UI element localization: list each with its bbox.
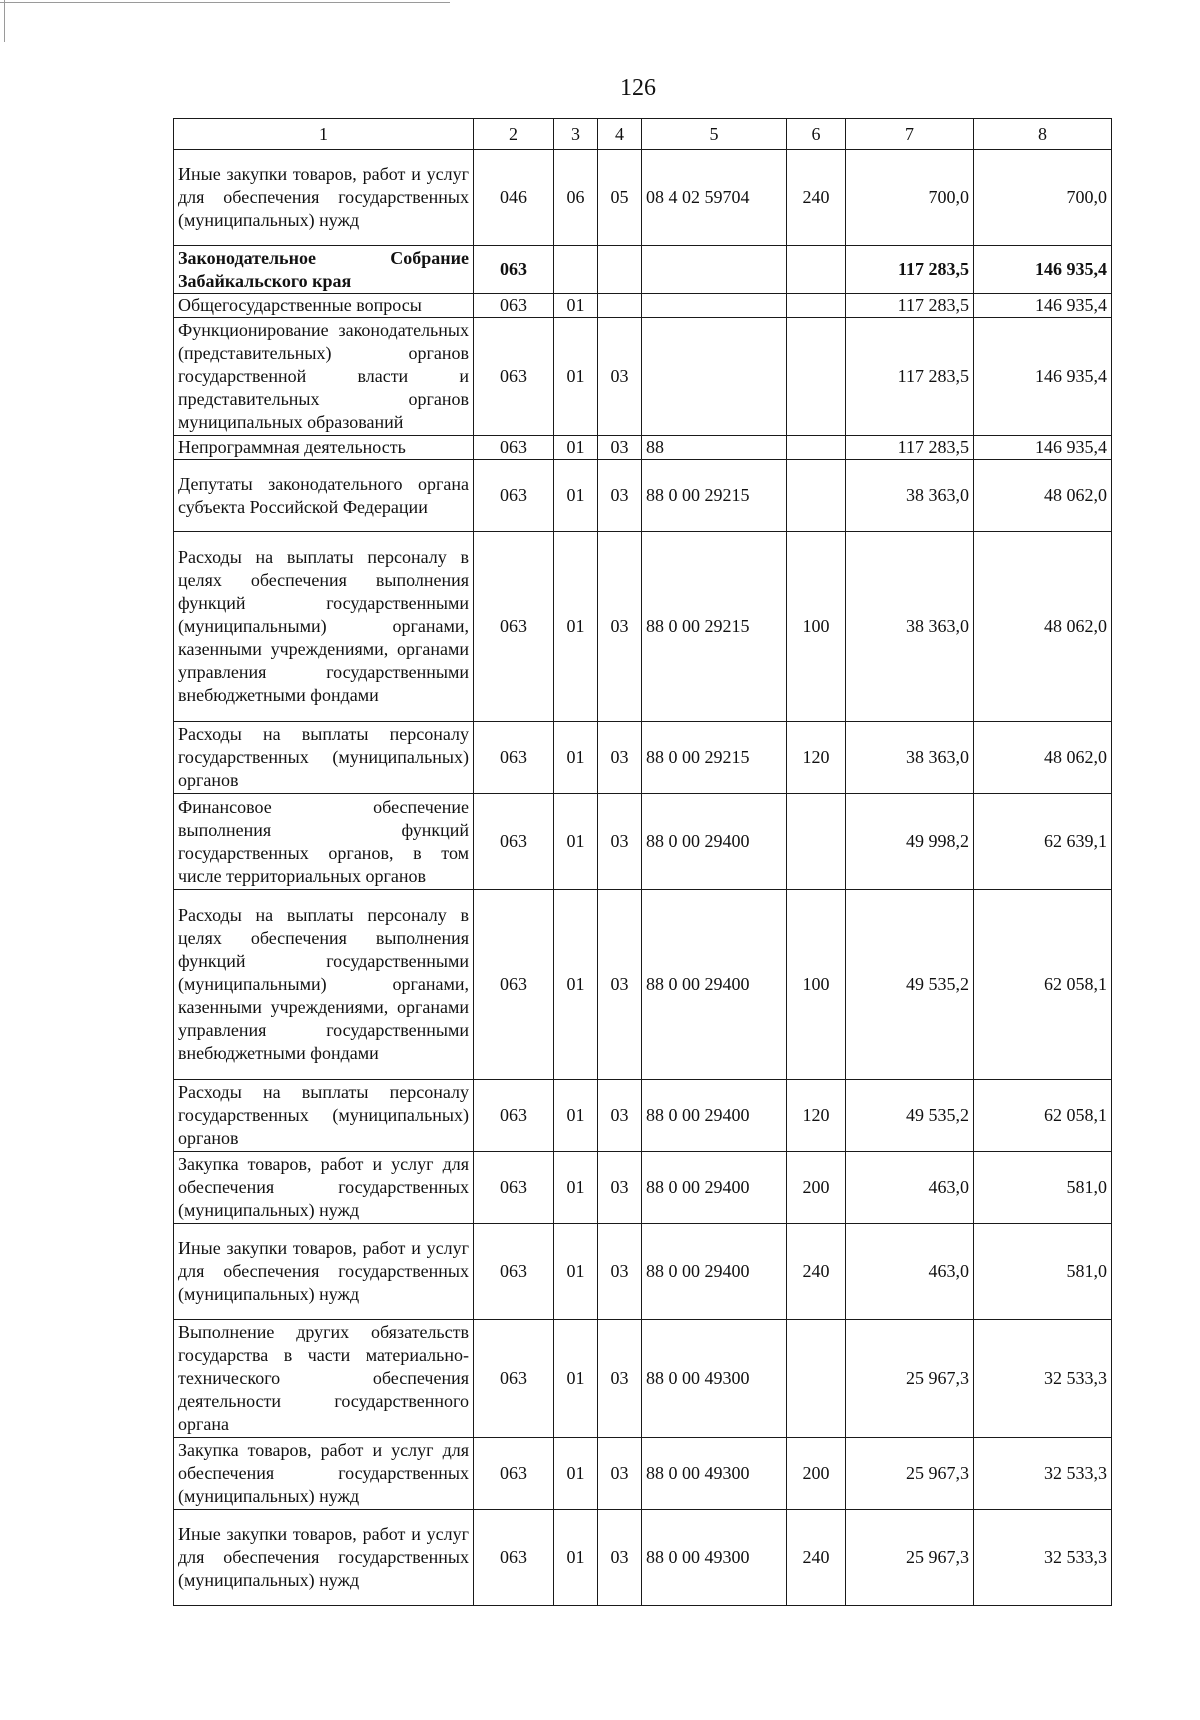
table-row — [174, 1224, 1112, 1320]
row-name: Функционирование законодательных (представительных) органов государственной власти и представительных органов муниципальных образований — [174, 318, 474, 436]
row-pr: 05 — [598, 150, 642, 246]
row-csr: 88 0 00 29215 — [642, 722, 787, 794]
row-name: Расходы на выплаты персоналу государственных (муниципальных) органов — [174, 722, 474, 794]
row-pr: 03 — [598, 532, 642, 722]
row-value-8: 146 935,4 — [974, 294, 1112, 318]
row-name: Непрограммная деятельность — [174, 436, 474, 460]
row-ved: 046 — [474, 150, 554, 246]
row-name: Иные закупки товаров, работ и услуг для обеспечения государственных (муниципальных) нужд — [174, 1510, 474, 1606]
row-csr: 88 0 00 49300 — [642, 1510, 787, 1606]
row-value-8: 581,0 — [974, 1152, 1112, 1224]
row-pr: 03 — [598, 460, 642, 532]
row-ved: 063 — [474, 890, 554, 1080]
row-pr: 03 — [598, 1152, 642, 1224]
row-csr: 88 0 00 29400 — [642, 1080, 787, 1152]
row-rz: 01 — [554, 318, 598, 436]
row-rz — [554, 246, 598, 294]
row-value-8: 32 533,3 — [974, 1510, 1112, 1606]
table-row — [174, 722, 1112, 794]
table-row — [174, 460, 1112, 532]
row-rz: 01 — [554, 436, 598, 460]
row-vr: 120 — [787, 1080, 846, 1152]
row-name: Общегосударственные вопросы — [174, 294, 474, 318]
row-pr: 03 — [598, 1224, 642, 1320]
row-value-7: 117 283,5 — [846, 318, 974, 436]
col-header-5: 5 — [642, 119, 787, 150]
row-name: Закупка товаров, работ и услуг для обеспечения государственных (муниципальных) нужд — [174, 1438, 474, 1510]
row-value-7: 700,0 — [846, 150, 974, 246]
scan-edge-left — [4, 0, 5, 42]
row-vr: 200 — [787, 1152, 846, 1224]
row-value-7: 38 363,0 — [846, 532, 974, 722]
row-value-8: 62 058,1 — [974, 1080, 1112, 1152]
row-vr: 240 — [787, 1224, 846, 1320]
row-vr — [787, 294, 846, 318]
row-value-7: 25 967,3 — [846, 1320, 974, 1438]
row-rz: 01 — [554, 532, 598, 722]
row-value-8: 700,0 — [974, 150, 1112, 246]
row-ved: 063 — [474, 1438, 554, 1510]
row-ved: 063 — [474, 1080, 554, 1152]
table-row — [174, 1080, 1112, 1152]
row-rz: 01 — [554, 1224, 598, 1320]
table-row — [174, 1438, 1112, 1510]
row-value-7: 463,0 — [846, 1224, 974, 1320]
row-value-8: 146 935,4 — [974, 318, 1112, 436]
row-name: Расходы на выплаты персоналу государственных (муниципальных) органов — [174, 1080, 474, 1152]
row-csr — [642, 246, 787, 294]
table-row — [174, 246, 1112, 294]
row-name: Депутаты законодательного органа субъекта Российской Федерации — [174, 460, 474, 532]
table-row — [174, 150, 1112, 246]
row-csr: 88 0 00 29400 — [642, 1224, 787, 1320]
row-vr — [787, 246, 846, 294]
row-name: Закупка товаров, работ и услуг для обеспечения государственных (муниципальных) нужд — [174, 1152, 474, 1224]
row-pr: 03 — [598, 890, 642, 1080]
row-value-8: 146 935,4 — [974, 246, 1112, 294]
row-name: Выполнение других обязательств государства в части материально-технического обеспечения деятельности государственного органа — [174, 1320, 474, 1438]
row-csr — [642, 318, 787, 436]
row-ved: 063 — [474, 294, 554, 318]
row-rz: 01 — [554, 1152, 598, 1224]
row-value-8: 32 533,3 — [974, 1320, 1112, 1438]
row-name: Расходы на выплаты персоналу в целях обеспечения выполнения функций государственными (муниципальными) органами, казенными учреждениями, органами управления государственными внебюджетными фондами — [174, 890, 474, 1080]
row-pr: 03 — [598, 1438, 642, 1510]
row-value-8: 48 062,0 — [974, 722, 1112, 794]
col-header-4: 4 — [598, 119, 642, 150]
row-ved: 063 — [474, 722, 554, 794]
table-row — [174, 890, 1112, 1080]
row-vr: 100 — [787, 532, 846, 722]
row-vr: 240 — [787, 1510, 846, 1606]
row-ved: 063 — [474, 532, 554, 722]
row-value-7: 49 535,2 — [846, 890, 974, 1080]
row-csr: 88 0 00 29215 — [642, 532, 787, 722]
row-value-7: 49 535,2 — [846, 1080, 974, 1152]
row-csr: 88 0 00 29400 — [642, 890, 787, 1080]
row-vr — [787, 794, 846, 890]
row-value-8: 48 062,0 — [974, 532, 1112, 722]
row-rz: 01 — [554, 1510, 598, 1606]
row-value-7: 38 363,0 — [846, 722, 974, 794]
row-value-7: 117 283,5 — [846, 294, 974, 318]
row-ved: 063 — [474, 436, 554, 460]
row-rz: 01 — [554, 1320, 598, 1438]
row-rz: 01 — [554, 1438, 598, 1510]
row-csr: 88 0 00 29400 — [642, 794, 787, 890]
row-ved: 063 — [474, 246, 554, 294]
row-value-7: 25 967,3 — [846, 1438, 974, 1510]
row-value-7: 117 283,5 — [846, 436, 974, 460]
col-header-6: 6 — [787, 119, 846, 150]
col-header-1: 1 — [174, 119, 474, 150]
row-name: Иные закупки товаров, работ и услуг для обеспечения государственных (муниципальных) нужд — [174, 150, 474, 246]
row-name: Финансовое обеспечение выполнения функций государственных органов, в том числе территориальных органов — [174, 794, 474, 890]
col-header-3: 3 — [554, 119, 598, 150]
row-csr: 88 0 00 49300 — [642, 1438, 787, 1510]
budget-table — [173, 118, 1112, 1606]
col-header-2: 2 — [474, 119, 554, 150]
table-row — [174, 436, 1112, 460]
row-ved: 063 — [474, 1224, 554, 1320]
row-csr: 88 0 00 29215 — [642, 460, 787, 532]
row-vr — [787, 460, 846, 532]
row-csr: 88 0 00 29400 — [642, 1152, 787, 1224]
row-value-8: 48 062,0 — [974, 460, 1112, 532]
row-pr: 03 — [598, 318, 642, 436]
row-rz: 01 — [554, 722, 598, 794]
row-value-7: 463,0 — [846, 1152, 974, 1224]
row-rz: 01 — [554, 294, 598, 318]
row-vr — [787, 318, 846, 436]
row-ved: 063 — [474, 794, 554, 890]
row-rz: 06 — [554, 150, 598, 246]
table-row — [174, 532, 1112, 722]
row-vr — [787, 1320, 846, 1438]
table-row — [174, 1510, 1112, 1606]
row-value-7: 25 967,3 — [846, 1510, 974, 1606]
header-row — [174, 119, 1112, 150]
row-rz: 01 — [554, 890, 598, 1080]
row-pr — [598, 246, 642, 294]
row-pr — [598, 294, 642, 318]
row-csr — [642, 294, 787, 318]
row-rz: 01 — [554, 1080, 598, 1152]
row-ved: 063 — [474, 460, 554, 532]
row-ved: 063 — [474, 318, 554, 436]
row-rz: 01 — [554, 794, 598, 890]
col-header-8: 8 — [974, 119, 1112, 150]
row-csr: 88 0 00 49300 — [642, 1320, 787, 1438]
row-csr: 08 4 02 59704 — [642, 150, 787, 246]
row-pr: 03 — [598, 436, 642, 460]
row-pr: 03 — [598, 1080, 642, 1152]
row-csr: 88 — [642, 436, 787, 460]
table-row — [174, 318, 1112, 436]
row-value-7: 117 283,5 — [846, 246, 974, 294]
row-pr: 03 — [598, 1510, 642, 1606]
row-pr: 03 — [598, 794, 642, 890]
row-vr — [787, 436, 846, 460]
row-ved: 063 — [474, 1152, 554, 1224]
col-header-7: 7 — [846, 119, 974, 150]
row-ved: 063 — [474, 1510, 554, 1606]
row-value-8: 32 533,3 — [974, 1438, 1112, 1510]
row-value-8: 62 639,1 — [974, 794, 1112, 890]
row-name: Иные закупки товаров, работ и услуг для обеспечения государственных (муниципальных) нужд — [174, 1224, 474, 1320]
row-vr: 120 — [787, 722, 846, 794]
row-name: Законодательное Собрание Забайкальского края — [174, 246, 474, 294]
row-value-7: 49 998,2 — [846, 794, 974, 890]
row-vr: 200 — [787, 1438, 846, 1510]
row-value-8: 146 935,4 — [974, 436, 1112, 460]
table-body — [174, 150, 1112, 1606]
table-row — [174, 1320, 1112, 1438]
table-row — [174, 294, 1112, 318]
row-name: Расходы на выплаты персоналу в целях обеспечения выполнения функций государственными (муниципальными) органами, казенными учреждениями, органами управления государственными внебюджетными фондами — [174, 532, 474, 722]
row-pr: 03 — [598, 722, 642, 794]
table-row — [174, 794, 1112, 890]
row-pr: 03 — [598, 1320, 642, 1438]
table-row — [174, 1152, 1112, 1224]
row-rz: 01 — [554, 460, 598, 532]
row-vr: 240 — [787, 150, 846, 246]
row-ved: 063 — [474, 1320, 554, 1438]
row-value-8: 581,0 — [974, 1224, 1112, 1320]
scan-edge-top — [0, 2, 450, 3]
row-value-7: 38 363,0 — [846, 460, 974, 532]
page-number: 126 — [620, 75, 656, 101]
row-vr: 100 — [787, 890, 846, 1080]
row-value-8: 62 058,1 — [974, 890, 1112, 1080]
